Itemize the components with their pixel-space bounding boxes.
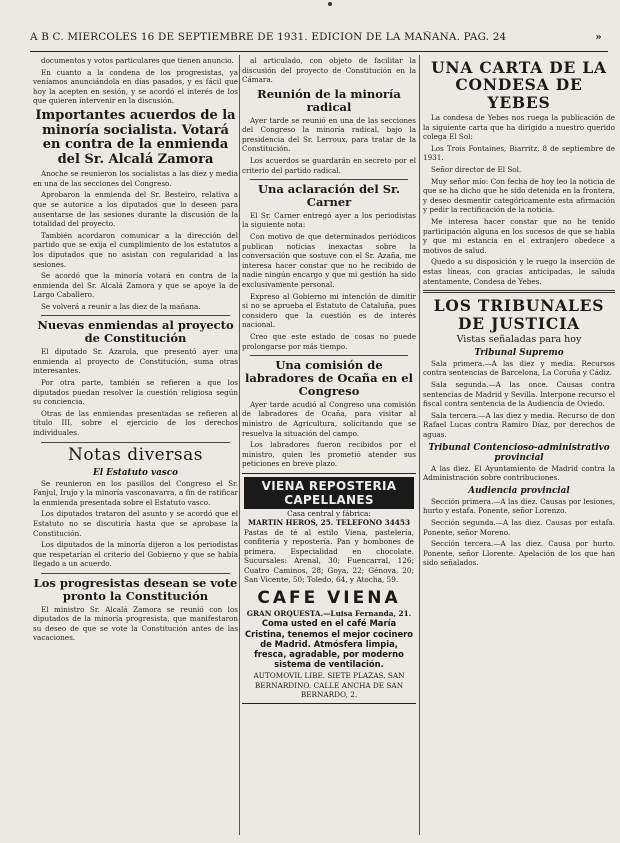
article-paragraph: Me interesa hacer constar que no he tenido participación alguna en los sucesos de que se habla y que mi estancia en el extranjero obedece a motivos de salud. (423, 217, 615, 255)
article-paragraph: En cuanto a la condena de los progresistas, ya veníamos anunciándola en días pasados, y es fácil que hoy la acepten en sesión, y se acordó el interés de los que quieren intervenir en la discusión. (33, 67, 238, 106)
article-paragraph: Sección primera.—A las diez. Causas por lesiones, hurto y estafa. Ponente, señor Lorenzo. (423, 496, 615, 516)
column-rule-1 (239, 55, 240, 835)
article-paragraph: Los Trois Fontaines, Biarritz, 8 de septiembre de 1931. (423, 143, 615, 163)
headline-carner: Una aclaración del Sr. Carner (257, 182, 401, 209)
article-paragraph: Por otra parte, también se refieren a que los diputados puedan resolver la cuestión religiosa según su conciencia. (33, 378, 238, 407)
double-separator (423, 290, 615, 293)
section-title-supremo: Tribunal Supremo (474, 347, 564, 358)
ad-cafe-title: CAFE VIENA (257, 587, 401, 608)
article-paragraph: Los diputados de la minoría dijeron a los periodistas que respetarían el criterio del Gobierno y que se había llegado a un acuerdo. (33, 540, 238, 569)
article-paragraph: También acordaron comunicar a la dirección del partido que se exija el cumplimiento de los estatutos a los diputados que no asistan con regularidad a las sesiones. (33, 230, 238, 269)
article-paragraph: Sala tercera.—A las diez y media. Recurso de don Rafael Lucas contra Ramiro Díaz, por derechos de aguas. (423, 410, 615, 440)
article-paragraph: Sección segunda.—A las diez. Causas por estafa. Ponente, señor Moreno. (423, 518, 615, 537)
separator (250, 179, 408, 180)
article-paragraph: Ayer tarde se reunió en una de las secciones del Congreso la minoría radical, bajo la presidencia del Sr. Lerroux, para tratar de la Constitución. (242, 115, 416, 154)
ad-address: MARTIN HEROS, 25. TELEFONO 34453 (247, 518, 411, 528)
article-paragraph: El ministro Sr. Alcalá Zamora se reunió con los diputados de la minoría progresista, que manifestaron su deseo de que se vote la Constitución antes de las vacaciones. (33, 604, 238, 643)
ad-central-label: Casa central y fábrica: (287, 508, 371, 518)
headline-ocana-commission: Una comisión de labradores de Ocaña en el Congreso (245, 358, 413, 398)
article-paragraph: Los labradores fueron recibidos por el ministro, quien les prometió atender sus peticiones en breve plazo. (242, 440, 416, 469)
section-title-audiencia: Audiencia provincial (468, 485, 570, 496)
article-paragraph: Sala primera.—A las diez y media. Recursos contra sentencias de Barcelona, La Coruña y Cádiz. (423, 358, 615, 378)
header-mark: » (595, 31, 602, 43)
headline-yebes-letter: UNA CARTA DE LA CONDESA DE YEBES (431, 58, 607, 112)
article-paragraph: Se acordó que la minoría votará en contra de la enmienda del Sr. Alcalá Zamora y que se apoye la de Largo Caballero. (33, 271, 238, 300)
article-paragraph: Los acuerdos se guardarán en secreto por el criterio del partido radical. (242, 155, 416, 175)
column-rule-2 (419, 55, 420, 835)
article-paragraph: Los diputados trataron del asunto y se acordó que el Estatuto no se discutiría hasta que se aprobase la Constitución. (33, 509, 238, 538)
article-paragraph: Se reunieron en los pasillos del Congreso el Sr. Fanjul, Irujo y la minoría vasconavarra, a fin de ratificar la enmienda presentada sobre el Estatuto vasco. (33, 478, 238, 507)
article-paragraph: La condesa de Yebes nos ruega la publicación de la siguiente carta que ha dirigido a nuestro querido colega El Sol: (423, 113, 615, 142)
separator (41, 315, 230, 316)
ad-brand-banner: VIENA REPOSTERIA CAPELLANES (244, 477, 414, 509)
headline-progressives: Los progresistas desean se vote pronto la Constitución (33, 575, 238, 603)
article-paragraph: al articulado, con objeto de facilitar la discusión del proyecto de Constitución en la Cámara. (242, 56, 416, 85)
article-paragraph: Expreso al Gobierno mi intención de dimitir si no se aprueba el Estatuto de Cataluña, pues considero que la cuestión es de interés nacional. (242, 291, 416, 330)
column-left (33, 56, 238, 836)
separator (250, 355, 408, 356)
article-paragraph: A las diez. El Ayuntamiento de Madrid contra la Administración sobre contribuciones. (423, 463, 615, 483)
ad-body-text: Pastas de té al estilo Viena, pastelería, confitería y repostería. Pan y bombones de primera. Especialidad en chocolate. Sucursales: Arenal, 30; Fuencarral, 126; Cuatro Caminos, 28; Goya, 22; Génova, 20; San Vicente, 50; Toledo, 64, y Atocha, 59. (244, 527, 414, 585)
ad-footer: AUTOMOVIL LIBE. SIETE PLAZAS. SAN BERNARDINO. CALLE ANCHA DE SAN BERNARDO, 2. (253, 671, 405, 700)
article-paragraph: El Sr. Carner entregó ayer a los periodistas la siguiente nota: (242, 210, 416, 230)
article-paragraph: Con motivo de que determinados periódicos publican noticias inexactas sobre la conversación que sostuve con el Sr. Azaña, me interesa hacer constar que no he recibido de nadie ningún encargo y que mi gestión ha sido exclusivamente personal. (242, 232, 416, 289)
running-header (30, 31, 608, 52)
headline-radical-minority: Reunión de la minoría radical (257, 86, 401, 114)
running-head-text: A B C. MIERCOLES 16 DE SEPTIEMBRE DE 1931. EDICION DE LA MAÑANA. PAG. 24 (30, 31, 507, 43)
page-top-ornament (328, 2, 332, 6)
ad-slogan: Coma usted en el café María Cristina, tenemos el mejor cocinero de Madrid. Atmósfera limpia, fresca, agradable, por moderno sistema de ventilación. (244, 618, 414, 670)
column-middle (242, 56, 416, 836)
advertisement-viena (242, 473, 416, 704)
article-paragraph: Creo que este estado de cosas no puede prolongarse por más tiempo. (242, 331, 416, 351)
article-paragraph: Anoche se reunieron los socialistas a las diez y media en una de las secciones del Congreso. (33, 169, 238, 188)
article-paragraph: Sección tercera.—A las diez. Causa por hurto. Ponente, señor Llorente. Apelación de los que han sido señalados. (423, 539, 615, 568)
subheadline-vistas: Vistas señaladas para hoy (456, 333, 582, 345)
article-paragraph: documentos y votos particulares que tienen anuncio. (41, 56, 234, 65)
article-paragraph: El diputado Sr. Azarola, que presentó ayer una enmienda al proyecto de Constitución, suma otras interesantes. (33, 347, 238, 376)
article-paragraph: Ayer tarde acudió al Congreso una comisión de labradores de Ocaña, para visitar al ministro de Agricultura, solicitando que se resuelva la situación del campo. (242, 399, 416, 438)
article-paragraph: Señor director de El Sol. (431, 165, 522, 175)
ad-orchestra: GRAN ORQUESTA.—Luisa Fernanda, 21. (246, 608, 412, 618)
article-paragraph: Muy señor mío: Con fecha de hoy leo la noticia de que se ha dicho que he sido detenida en la frontera, y deseo desmentir categóricamente esta afirmación y pedir la rectificación de la noticia. (423, 176, 615, 215)
headline-tribunales: LOS TRIBUNALES DE JUSTICIA (433, 296, 605, 333)
article-paragraph: Sala segunda.—A las once. Causas contra sentencias de Madrid y Sevilla. Interpone recurso el fiscal contra sentencia de la Audiencia de Oviedo. (423, 380, 615, 409)
headline-notas-diversas: Notas diversas (68, 444, 203, 465)
separator (41, 573, 230, 574)
column-right (423, 56, 615, 836)
article-paragraph: Otras de las enmiendas presentadas se refieren al título III, sobre el ejercicio de los derechos individuales. (33, 408, 238, 437)
article-paragraph: Aprobaron la enmienda del Sr. Besteiro, relativa a que se autorice a los diputados que lo deseen para ausentarse de las sesiones durante la discusión de la totalidad del proyecto. (33, 190, 238, 229)
article-paragraph: Se volverá a reunir a las diez de la mañana. (41, 301, 201, 311)
separator (41, 442, 230, 443)
headline-amendments: Nuevas enmiendas al proyecto de Constitución (37, 318, 234, 346)
article-paragraph: Quedo a su disposición y le ruego la inserción de estas líneas, con gracias anticipadas, le saluda atentamente, Condesa de Yebes. (423, 257, 615, 286)
section-title-estatuto: El Estatuto vasco (93, 467, 178, 478)
headline-socialist-minority: Importantes acuerdos de la minoría socialista. Votará en contra de la enmienda del Sr. Alcalá Zamora (35, 107, 236, 167)
section-title-contencioso: Tribunal Contencioso-administrativo provincial (428, 442, 610, 463)
